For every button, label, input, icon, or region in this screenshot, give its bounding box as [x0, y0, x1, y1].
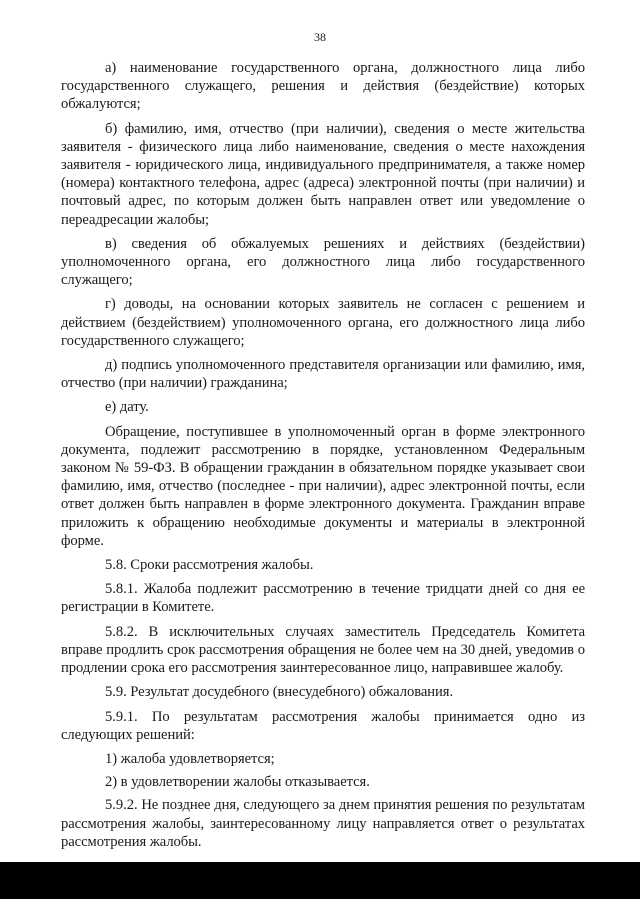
paragraph-item-v: в) сведения об обжалуемых решениях и действиях (бездействии) уполномоченного органа, его должностного лица либо государственного служащего; [61, 235, 585, 289]
paragraph-item-e: е) дату. [105, 399, 149, 416]
page-number: 38 [314, 30, 326, 44]
decision-option-1: 1) жалоба удовлетворяется; [105, 750, 275, 767]
scan-bottom-edge [0, 862, 640, 899]
section-heading-5-8: 5.8. Сроки рассмотрения жалобы. [105, 557, 314, 574]
decision-option-2: 2) в удовлетворении жалобы отказывается. [105, 774, 370, 791]
document-body [61, 59, 585, 857]
paragraph-5-9-1: 5.9.1. По результатам рассмотрения жалобы принимается одно из следующих решений: [61, 708, 585, 743]
paragraph-5-9-2: 5.9.2. Не позднее дня, следующего за днем принятия решения по результатам рассмотрения жалобы, заинтересованному лицу направляется ответ о результатах рассмотрения жалобы. [61, 797, 585, 850]
paragraph-item-b: б) фамилию, имя, отчество (при наличии), сведения о месте жительства заявителя - физического лица либо наименование, сведения о месте нахождения заявителя - юридического лица, индивидуального предпринимателя, а также номер (номера) контактного телефона, адрес (адреса) электронной почты (при наличии) и почтовый адрес, по которым должен быть направлен ответ или уведомление о переадресации жалобы; [61, 120, 585, 228]
paragraph-5-8-1: 5.8.1. Жалоба подлежит рассмотрению в течение тридцати дней со дня ее регистрации в Комитете. [61, 581, 585, 616]
paragraph-item-d: д) подпись уполномоченного представителя организации или фамилию, имя, отчество (при наличии) гражданина; [61, 357, 585, 392]
paragraph-item-g: г) доводы, на основании которых заявитель не согласен с решением и действием (бездействием) уполномоченного органа, его должностного лица либо государственного служащего; [61, 296, 585, 349]
section-heading-5-9: 5.9. Результат досудебного (внесудебного) обжалования. [105, 684, 454, 701]
paragraph-electronic-appeal: Обращение, поступившее в уполномоченный орган в форме электронного документа, подлежит рассмотрению в порядке, установленном Федеральным законом № 59-ФЗ. В обращении гражданин в обязательном порядке указывает свои фамилию, имя, отчество (последнее - при наличии), адрес электронной почты, если ответ должен быть направлен в форме электронного документа. Гражданин вправе приложить к обращению необходимые документы и материалы в электронной форме. [61, 423, 585, 549]
paragraph-5-8-2: 5.8.2. В исключительных случаях заместитель Председатель Комитета вправе продлить срок рассмотрения обращения не более чем на 30 дней, уведомив о продлении срока его рассмотрения заинтересованное лицо, направившее жалобу. [61, 623, 585, 677]
paragraph-item-a: а) наименование государственного органа, должностного лица либо государственного служащего, решения и действия (бездействие) которых обжалуются; [61, 60, 585, 113]
